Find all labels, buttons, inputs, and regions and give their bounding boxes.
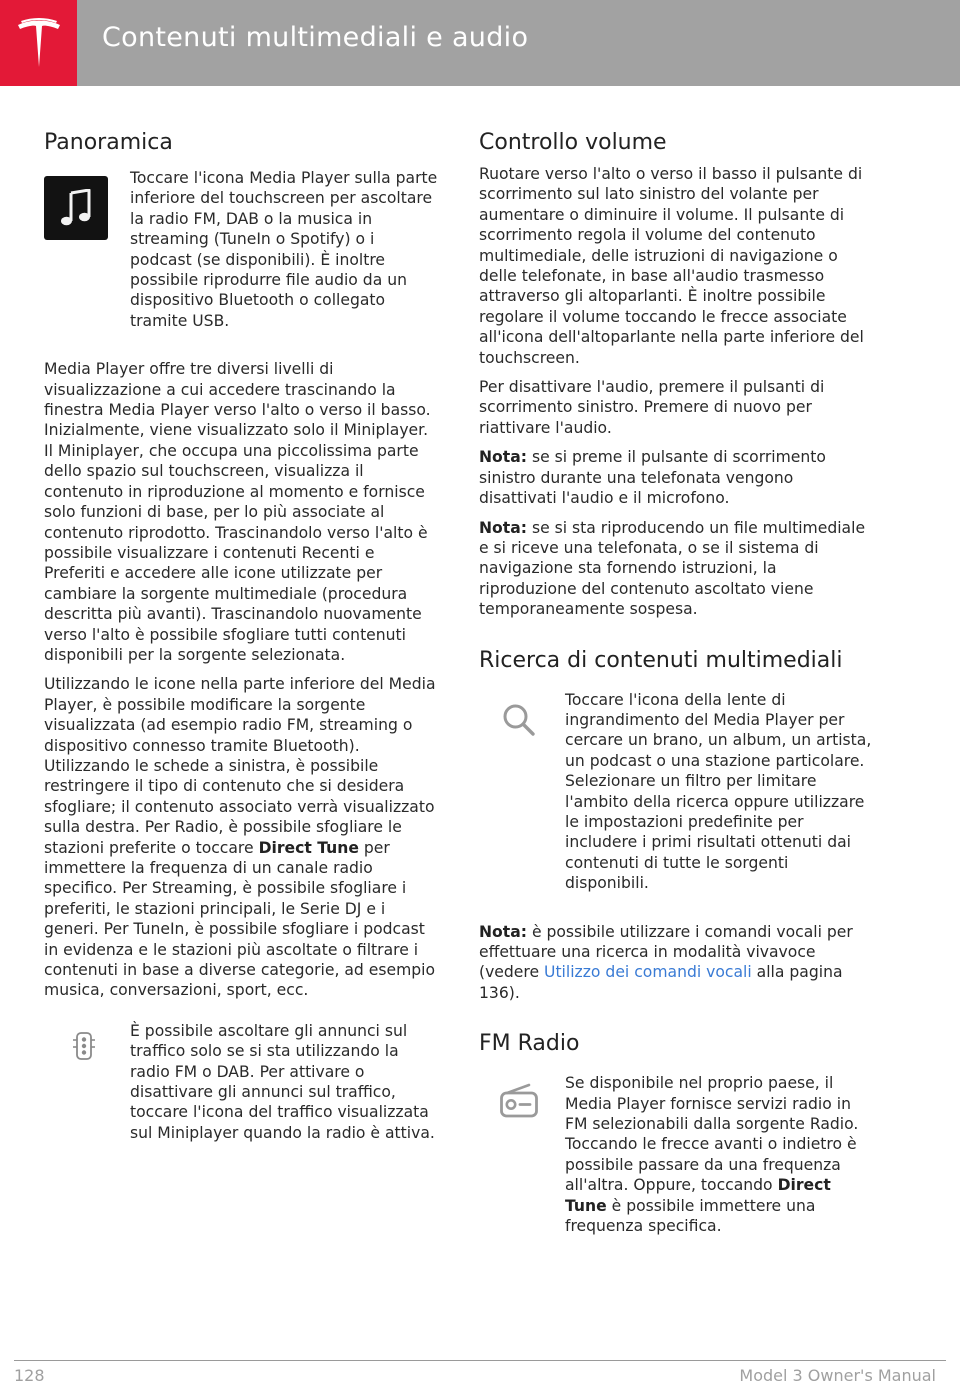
search-icon [501,702,537,738]
section-heading-fm-radio: FM Radio [479,1031,580,1057]
manual-title: Model 3 Owner's Manual [739,1366,936,1385]
fm-radio-icon-row [479,1073,875,1236]
volume-note-1: Nota: se si preme il pulsante di scorrimento sinistro durante una telefonata vengono disattivati l'audio e il microfono. [479,448,826,508]
traffic-icon-row [44,1021,440,1143]
search-note: Nota: è possibile utilizzare i comandi vocali per effettuare una ricerca in modalità vivavoce (vedere Utilizzo dei comandi vocali alla pagina 136). [479,922,853,1002]
direct-tune-label: Direct Tune [565,1176,831,1215]
fm-radio-description: Se disponibile nel proprio paese, il Media Player fornisce servizi radio in FM selezionabili dalla sorgente Radio. Toccando le frecce avanti o indietro è possibile passare da una frequenza all'altra. Oppure, toccando Direct Tune è possibile immettere una frequenza specifica. [565,1074,859,1236]
footer-divider [14,1360,946,1361]
page-header [0,0,960,86]
page-number: 128 [14,1366,45,1385]
traffic-description: È possibile ascoltare gli annunci sul traffico solo se si sta utilizzando la radio FM o DAB. Per attivare o disattivare gli annunci sul traffico, toccare l'icona del traffico visualizzata sul Miniplayer quando la radio è attiva. [130,1021,435,1142]
media-player-icon-row [44,170,440,331]
section-heading-search: Ricerca di contenuti multimediali [479,647,843,673]
volume-paragraph-1: Ruotare verso l'alto o verso il basso il pulsante di scorrimento sul lato sinistro del volante per aumentare o diminuire il volume. Il pulsante di scorrimento regola il volume del contenuto multimediale, delle istruzioni di navigazione o delle telefonate, in base all'audio trasmesso attraverso gli altoparlanti. È inoltre possibile regolare il volume toccando le frecce associate all'icona dell'altoparlante nella parte inferiore del touchscreen. [479,165,864,367]
section-heading-panoramica: Panoramica [44,130,173,155]
page-title: Contenuti multimediali e audio [102,22,529,53]
volume-paragraph-2: Per disattivare l'audio, premere il pulsanti di scorrimento sinistro. Premere di nuovo per riattivare l'audio. [479,378,825,437]
left-column [44,128,440,1143]
voice-commands-link[interactable]: Utilizzo dei comandi vocali [544,963,752,982]
section-heading-volume: Controllo volume [479,130,667,155]
radio-icon [499,1083,539,1119]
music-note-icon [44,176,108,240]
search-description: Toccare l'icona della lente di ingrandimento del Media Player per cercare un brano, un album, un artista, un podcast o una stazione particolare. Selezionare un filtro per limitare l'ambito della ricerca oppure utilizzare le impostazioni predefinite per includere i primi risultati ottenuti dai contenuti di tutte le sorgenti disponibili. [565,690,872,893]
search-icon-row [479,690,875,894]
direct-tune-label: Direct Tune [258,838,359,857]
media-source-paragraph: Utilizzando le icone nella parte inferiore del Media Player, è possibile modificare la sorgente visualizzata (ad esempio radio FM, streaming o dispositivo connesso tramite Bluetooth). Utilizzando le schede a sinistra, è possibile restringere il tipo di contenuto che si desidera sfogliare; il contenuto associato verrà visualizzato sulla destra. Per Radio, è possibile sfogliare le stazioni preferite o toccare Direct Tune per immettere la frequenza di un canale radio specifico. Per Streaming, è possibile sfogliare i preferiti, le stazioni principali, le Serie DJ e i generi. Per TuneIn, è possibile sfogliare i podcast in evidenza e le stazioni più ascoltate o filtrare i contenuti in base a diverse categorie, ad esempio musica, conversazioni, sport, ecc. [44,675,436,1000]
media-player-description: Toccare l'icona Media Player sulla parte inferiore del touchscreen per ascoltare la radio FM, DAB o la musica in streaming (TuneIn o Spotify) o i podcast (se disponibili). È inoltre possibile riprodurre file audio da un dispositivo Bluetooth o collegato tramite USB. [130,169,438,330]
tesla-logo-icon [16,17,62,69]
traffic-light-icon [72,1031,96,1061]
tesla-logo [0,0,77,86]
right-column [479,128,875,1236]
volume-note-2: Nota: se si sta riproducendo un file multimediale e si riceve una telefonata, o se il sistema di navigazione sta fornendo istruzioni, la riproduzione del contenuto ascoltato viene temporaneamente sospesa. [479,518,866,619]
media-player-levels-paragraph: Media Player offre tre diversi livelli di visualizzazione a cui accedere trascinando la finestra Media Player verso l'alto o verso il basso. Inizialmente, viene visualizzato solo il Miniplayer. Il Miniplayer, che occupa una piccolissima parte dello spazio sul touchscreen, visualizza il contenuto in riproduzione al momento e fornisce solo funzioni di base, per lo più associate al contenuto riprodotto. Trascinandolo verso l'alto è possibile visualizzare i contenuti Recenti e Preferiti e accedere alle icone utilizzate per cambiare la sorgente multimediale (procedura descritta più avanti). Trascinandolo nuovamente verso l'alto è possibile sfogliare tutti contenuti disponibili per la sorgente selezionata. [44,360,431,664]
